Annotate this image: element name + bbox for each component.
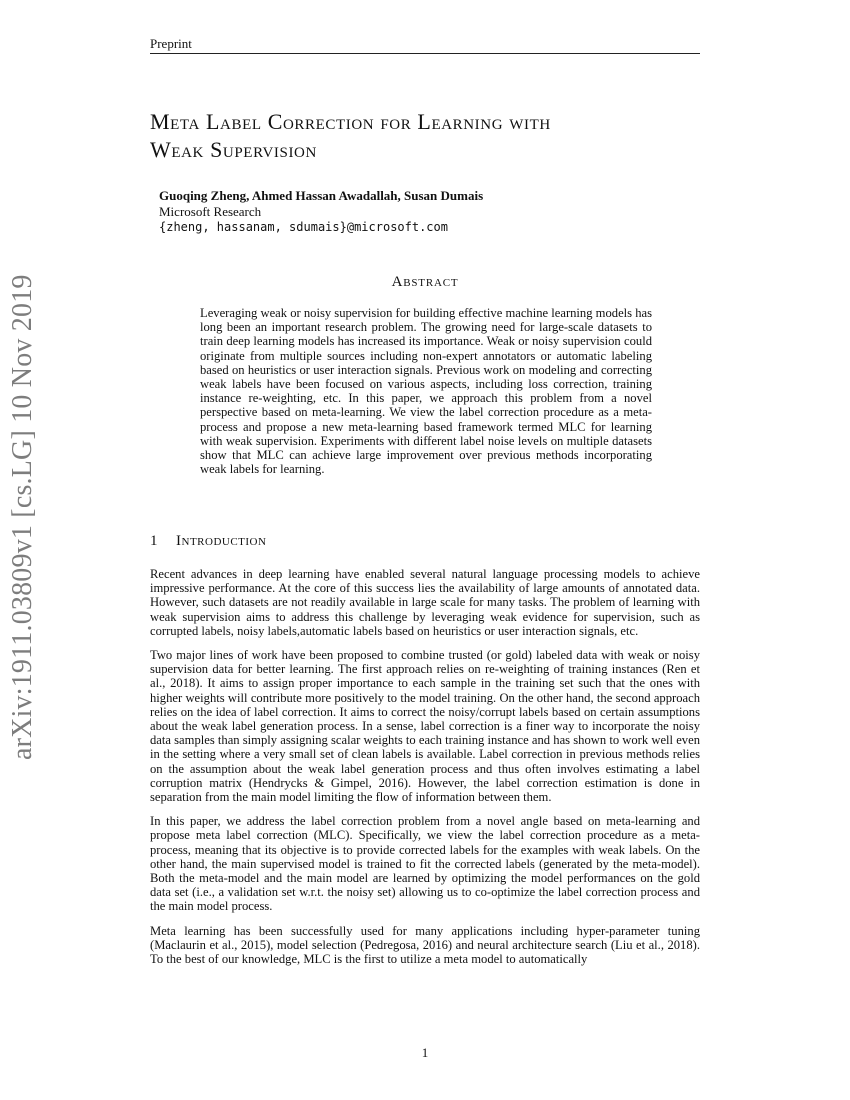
author-emails: {zheng, hassanam, sdumais}@microsoft.com — [159, 220, 448, 234]
paragraph: Two major lines of work have been proposed to combine trusted (or gold) labeled data with weak or noisy supervision data for better learning. The first approach relies on re-weighting of training instances (Ren et al., 2018). It aims to assign proper importance to each sample in the training set such that the ones with higher weights will contribute more positively to the model training. On the other hand, the second approach relies on the idea of label correction. It aims to correct the noisy/corrupt labels based on certain assumptions about the weak label generation process. In a sense, label correction is a finer way to incorporate the noisy data samples than simply assigning scalar weights to each training instance and has shown to work well even in the setting where a very small set of clean labels is available. Label correction in previous methods relies on the assumption about the weak label generation process and thus often involves estimating a label corruption matrix (Hendrycks & Gimpel, 2016). However, the label correction estimation is done in separation from the main model limiting the flow of information between them. — [150, 648, 700, 805]
paragraph: In this paper, we address the label correction problem from a novel angle based on meta-learning and propose meta label correction (MLC). Specifically, we view the label correction procedure as a meta-process, meaning that its objective is to provide corrected labels for the examples with weak labels. On the other hand, the main supervised model is trained to fit the corrected labels (generated by the meta-model). Both the meta-model and the main model are learned by optimizing the model performances on the gold data set (i.e., a validation set w.r.t. the noisy set) allowing us to co-optimize the label correction process and the main model process. — [150, 814, 700, 914]
paragraph: Meta learning has been successfully used for many applications including hyper-parameter tuning (Maclaurin et al., 2015), model selection (Pedregosa, 2016) and neural architecture search (Liu et al., 2018). To the best of our knowledge, MLC is the first to utilize a meta model to automatically — [150, 923, 700, 967]
title-line-2: Weak Supervision — [150, 137, 317, 162]
section-title: Introduction — [176, 533, 267, 549]
arxiv-identifier: arXiv:1911.03809v1 [cs.LG] 10 Nov 2019 — [7, 274, 38, 760]
abstract-text: Leveraging weak or noisy supervision for building effective machine learning models has long been an important research problem. The growing need for large-scale datasets to train deep learning models has increased its importance. Weak or noisy supervision could originate from multiple sources including non-expert annotators or automatic labeling based on heuristics or user interaction signals. Previous work on modeling and correcting weak labels have been focused on various aspects, including loss correction, training instance re-weighting, etc. In this paper, we approach this problem from a novel perspective based on meta-learning. We view the label correction procedure as a meta-process and propose a new meta-learning based framework termed MLC for learning with weak supervision. Experiments with different label noise levels on multiple datasets show that MLC can achieve large improvement over previous methods incorporating weak labels for learning. — [200, 306, 652, 477]
header-rule — [150, 53, 700, 54]
title-line-1: Meta Label Correction for Learning with — [150, 109, 551, 134]
affiliation: Microsoft Research — [159, 204, 262, 219]
section-heading — [150, 533, 266, 550]
abstract-heading: Abstract — [391, 274, 459, 290]
page-number: 1 — [421, 1045, 429, 1060]
paper-title — [150, 108, 710, 164]
section-body — [150, 567, 700, 976]
running-header: Preprint — [150, 36, 192, 51]
author-list: Guoqing Zheng, Ahmed Hassan Awadallah, Susan Dumais — [159, 188, 484, 203]
section-number: 1 — [150, 533, 158, 549]
paragraph: Recent advances in deep learning have enabled several natural language processing models to achieve impressive performance. At the core of this success lies the availability of large amounts of annotated data. However, such datasets are not readily available in large scale for many tasks. The problem of learning with weak supervision aims to address this challenge by leveraging weak evidence for supervision, such as corrupted labels, noisy labels,automatic labels based on heuristics or user interaction signals, etc. — [150, 567, 700, 638]
